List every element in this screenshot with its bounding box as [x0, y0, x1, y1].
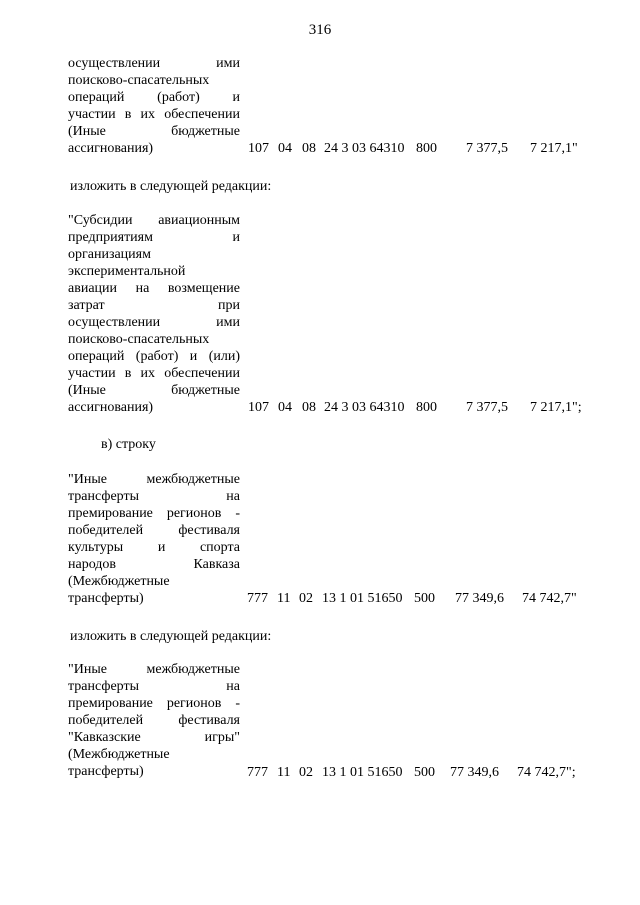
name-line: трансферты) [68, 591, 144, 606]
name-line: культуры и спорта [68, 540, 240, 555]
value-2: 74 742,7"; [517, 765, 576, 780]
target-code: 24 3 03 64310 [324, 141, 405, 156]
name-line: осуществлении ими [68, 56, 240, 71]
name-line: народов Кавказа [68, 557, 240, 572]
name-line: затрат при [68, 298, 240, 313]
name-line: "Иные межбюджетные [68, 662, 240, 677]
section-code: 04 [278, 141, 292, 156]
name-line: осуществлении ими [68, 315, 240, 330]
value-2: 74 742,7" [522, 591, 577, 606]
name-line: (Межбюджетные [68, 574, 170, 589]
type-code: 500 [414, 591, 435, 606]
type-code: 800 [416, 400, 437, 415]
subsection-code: 02 [299, 591, 313, 606]
name-line: трансферты на [68, 489, 240, 504]
value-2: 7 217,1" [530, 141, 578, 156]
name-line: трансферты) [68, 764, 144, 779]
section-code: 11 [277, 765, 291, 780]
name-line: участии в их обеспечении [68, 366, 240, 381]
ministry-code: 777 [247, 765, 268, 780]
entry-name-0 [68, 55, 240, 157]
name-line: "Субсидии авиационным [68, 213, 240, 228]
ministry-code: 107 [248, 400, 269, 415]
target-code: 24 3 03 64310 [324, 400, 405, 415]
value-1: 77 349,6 [455, 591, 504, 606]
paragraph-row-v: в) строку [101, 437, 156, 452]
value-1: 7 377,5 [466, 400, 508, 415]
name-line: предприятиям и [68, 230, 240, 245]
paragraph-edit-1: изложить в следующей редакции: [70, 179, 272, 194]
name-line: ассигнования) [68, 141, 154, 156]
name-line: (Межбюджетные [68, 747, 170, 762]
entry-name-1 [68, 212, 240, 416]
paragraph-edit-2: изложить в следующей редакции: [70, 629, 272, 644]
name-line: поисково-спасательных [68, 73, 210, 88]
name-line: (Иные бюджетные [68, 124, 240, 139]
value-1: 77 349,6 [450, 765, 499, 780]
subsection-code: 02 [299, 765, 313, 780]
name-line: (Иные бюджетные [68, 383, 240, 398]
subsection-code: 08 [302, 400, 316, 415]
value-1: 7 377,5 [466, 141, 508, 156]
name-line: "Кавказские игры" [68, 730, 240, 745]
name-line: авиации на возмещение [68, 281, 240, 296]
page-number: 316 [308, 22, 332, 38]
name-line: организациям [68, 247, 151, 262]
entry-name-3 [68, 661, 240, 780]
section-code: 04 [278, 400, 292, 415]
name-line: ассигнования) [68, 400, 154, 415]
ministry-code: 777 [247, 591, 268, 606]
name-line: "Иные межбюджетные [68, 472, 240, 487]
name-line: экспериментальной [68, 264, 186, 279]
name-line: поисково-спасательных [68, 332, 210, 347]
section-code: 11 [277, 591, 291, 606]
entry-name-2 [68, 471, 240, 607]
target-code: 13 1 01 51650 [322, 765, 403, 780]
name-line: операций (работ) и (или) [68, 349, 240, 364]
type-code: 800 [416, 141, 437, 156]
type-code: 500 [414, 765, 435, 780]
ministry-code: 107 [248, 141, 269, 156]
value-2: 7 217,1"; [530, 400, 582, 415]
name-line: участии в их обеспечении [68, 107, 240, 122]
name-line: победителей фестиваля [68, 523, 240, 538]
name-line: операций (работ) и [68, 90, 240, 105]
name-line: премирование регионов - [68, 696, 240, 711]
target-code: 13 1 01 51650 [322, 591, 403, 606]
name-line: победителей фестиваля [68, 713, 240, 728]
name-line: трансферты на [68, 679, 240, 694]
name-line: премирование регионов - [68, 506, 240, 521]
subsection-code: 08 [302, 141, 316, 156]
